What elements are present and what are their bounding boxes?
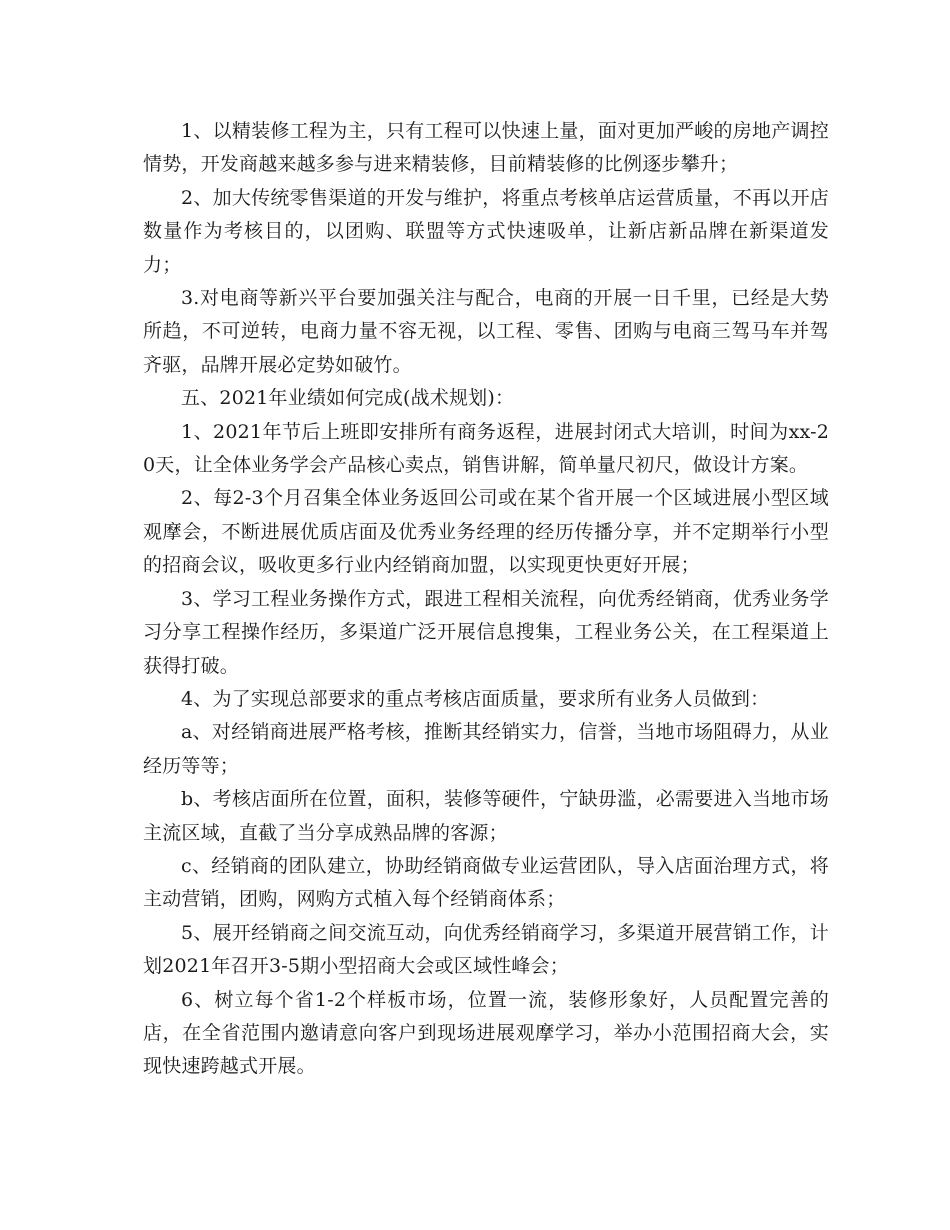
paragraph-5: 1、2021年节后上班即安排所有商务返程，进展封闭式大培训，时间为xx-20天，让全体业务学会产品核心卖点，销售讲解，简单量尺初尺，做设计方案。 (143, 420, 829, 477)
paragraph-10: b、考核店面所在位置，面积，装修等硬件，宁缺毋滥，必需要进入当地市场主流区域，直截了当分享成熟品牌的客源； (143, 788, 829, 844)
paragraph-11: c、经销商的团队建立，协助经销商做专业运营团队，导入店面治理方式，将主动营销，团购，网购方式植入每个经销商体系； (143, 854, 829, 911)
paragraph-8: 4、为了实现总部要求的重点考核店面质量，要求所有业务人员做到： (181, 687, 770, 710)
paragraph-6: 2、每2-3个月召集全体业务返回公司或在某个省开展一个区域进展小型区域观摩会，不断进展优质店面及优秀业务经理的经历传播分享，并不定期举行小型的招商会议，吸收更多行业内经销商加盟，以实现更快更好开展； (143, 487, 829, 577)
document-body (143, 115, 829, 1084)
paragraph-13: 6、树立每个省1-2个样板市场，位置一流，装修形象好，人员配置完善的店，在全省范围内邀请意向客户到现场进展观摩学习，举办小范围招商大会，实现快速跨越式开展。 (143, 988, 829, 1078)
paragraph-7: 3、学习工程业务操作方式，跟进工程相关流程，向优秀经销商，优秀业务学习分享工程操作经历，多渠道广泛开展信息搜集，工程业务公关，在工程渠道上获得打破。 (143, 587, 829, 677)
paragraph-9: a、对经销商进展严格考核，推断其经销实力，信誉，当地市场阻碍力，从业经历等等； (143, 721, 829, 777)
paragraph-3: 3.对电商等新兴平台要加强关注与配合，电商的开展一日千里，已经是大势所趋，不可逆转，电商力量不容无视，以工程、零售、团购与电商三驾马车并驾齐驱，品牌开展必定势如破竹。 (143, 287, 829, 376)
paragraph-1: 1、以精装修工程为主，只有工程可以快速上量，面对更加严峻的房地产调控情势，开发商越来越多参与进来精装修，目前精装修的比例逐步攀升； (143, 120, 829, 176)
paragraph-2: 2、加大传统零售渠道的开发与维护，将重点考核单店运营质量，不再以开店数量作为考核目的，以团购、联盟等方式快速吸单，让新店新品牌在新渠道发力； (143, 186, 829, 276)
section-heading: 五、2021年业绩如何完成(战术规划)： (181, 387, 515, 410)
paragraph-12: 5、展开经销商之间交流互动，向优秀经销商学习，多渠道开展营销工作，计划2021年召开3-5期小型招商大会或区域性峰会； (143, 921, 829, 978)
